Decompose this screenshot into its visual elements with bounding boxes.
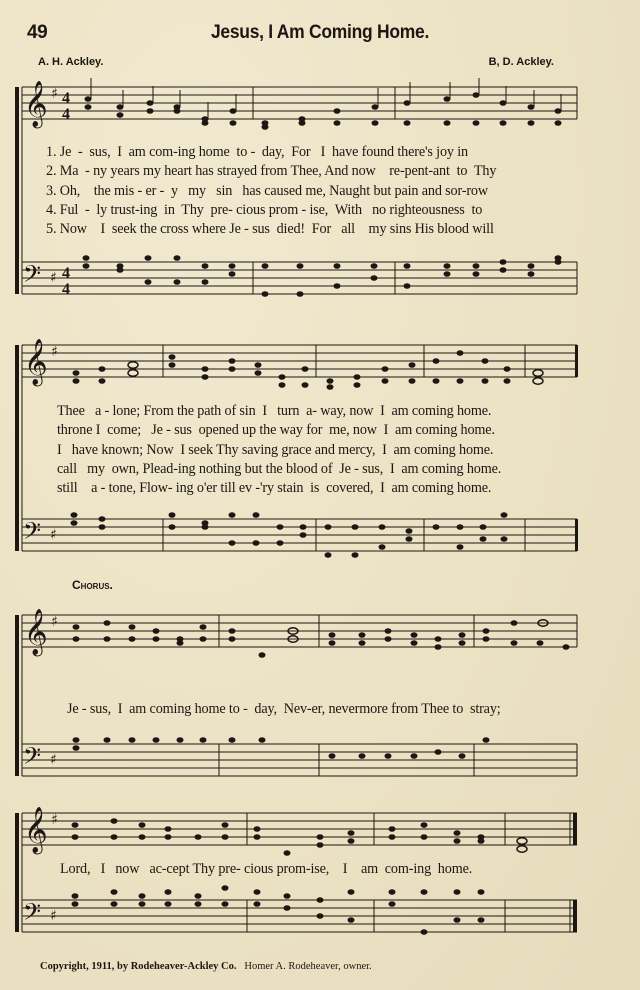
svg-text:4: 4 bbox=[62, 265, 70, 282]
svg-text:♯: ♯ bbox=[50, 527, 57, 543]
chorus-line-1: Je - sus, I am coming home to - day, Nev-er, nevermore from Thee to stray; bbox=[67, 701, 501, 717]
svg-text:𝄢: 𝄢 bbox=[23, 260, 42, 293]
svg-text:♯: ♯ bbox=[51, 812, 58, 828]
verse-3-line: 3. Oh, the mis - er - y my sin has caused me, Naught but pain and sor-row bbox=[46, 182, 488, 199]
verse-4-line: call my own, Plead-ing nothing but the blood of Je - sus, I am coming home. bbox=[57, 460, 502, 477]
verse-3-line: I have known; Now I seek Thy saving grace and mercy, I am coming home. bbox=[57, 441, 494, 458]
verse-2-line: 2. Ma - ny years my heart has strayed from Thee, And now re-pent-ant to Thy bbox=[46, 163, 497, 180]
verse-4-line: 4. Ful - ly trust-ing in Thy pre- cious prom - ise, With no righteousness to bbox=[46, 201, 483, 218]
svg-text:♯: ♯ bbox=[50, 270, 57, 286]
svg-text:𝄞: 𝄞 bbox=[24, 339, 48, 385]
svg-text:𝄞: 𝄞 bbox=[24, 81, 48, 127]
chorus-label: Chorus. bbox=[72, 578, 113, 592]
svg-text:𝄢: 𝄢 bbox=[23, 517, 42, 550]
chorus-system-1-staves bbox=[15, 609, 577, 776]
svg-text:𝄞: 𝄞 bbox=[24, 609, 48, 655]
hymn-title: Jesus, I Am Coming Home. bbox=[210, 22, 430, 43]
copyright-text: Copyright, 1911, by Rodeheaver-Ackley Co. bbox=[40, 961, 237, 972]
composer-credit: B, D. Ackley. bbox=[488, 56, 554, 68]
verse-2-line: throne I come; Je - sus opened up the way for me, now I am coming home. bbox=[57, 422, 495, 439]
svg-text:♯: ♯ bbox=[51, 614, 58, 630]
verse-1-line: 1. Je - sus, I am com-ing home to - day, For I have found there's joy in bbox=[46, 144, 468, 160]
svg-text:4: 4 bbox=[62, 106, 70, 123]
svg-text:4: 4 bbox=[62, 281, 70, 298]
hymn-number: 49 bbox=[27, 22, 48, 43]
copyright-notice bbox=[40, 961, 372, 972]
svg-text:♯: ♯ bbox=[50, 908, 57, 924]
verse-5-line: 5. Now I seek the cross where Je - sus died! For all my sins His blood will bbox=[46, 221, 494, 238]
svg-text:𝄢: 𝄢 bbox=[23, 898, 42, 931]
svg-text:𝄞: 𝄞 bbox=[24, 807, 48, 853]
verse-5-line: still a - tone, Flow- ing o'er till ev -'ry stain is covered, I am coming home. bbox=[57, 480, 492, 497]
svg-text:♯: ♯ bbox=[51, 344, 58, 360]
chorus-line-2: Lord, I now ac-cept Thy pre- cious prom-ise, I am com-ing home. bbox=[60, 861, 473, 877]
owner-text: Homer A. Rodeheaver, owner. bbox=[244, 961, 372, 972]
svg-text:♯: ♯ bbox=[51, 86, 58, 102]
verse-1-line: Thee a - lone; From the path of sin I turn a- way, now I am coming home. bbox=[57, 403, 492, 419]
svg-text:𝄢: 𝄢 bbox=[23, 742, 42, 775]
svg-text:4: 4 bbox=[62, 90, 70, 107]
svg-text:♯: ♯ bbox=[50, 752, 57, 768]
lyricist-credit: A. H. Ackley. bbox=[38, 56, 104, 68]
